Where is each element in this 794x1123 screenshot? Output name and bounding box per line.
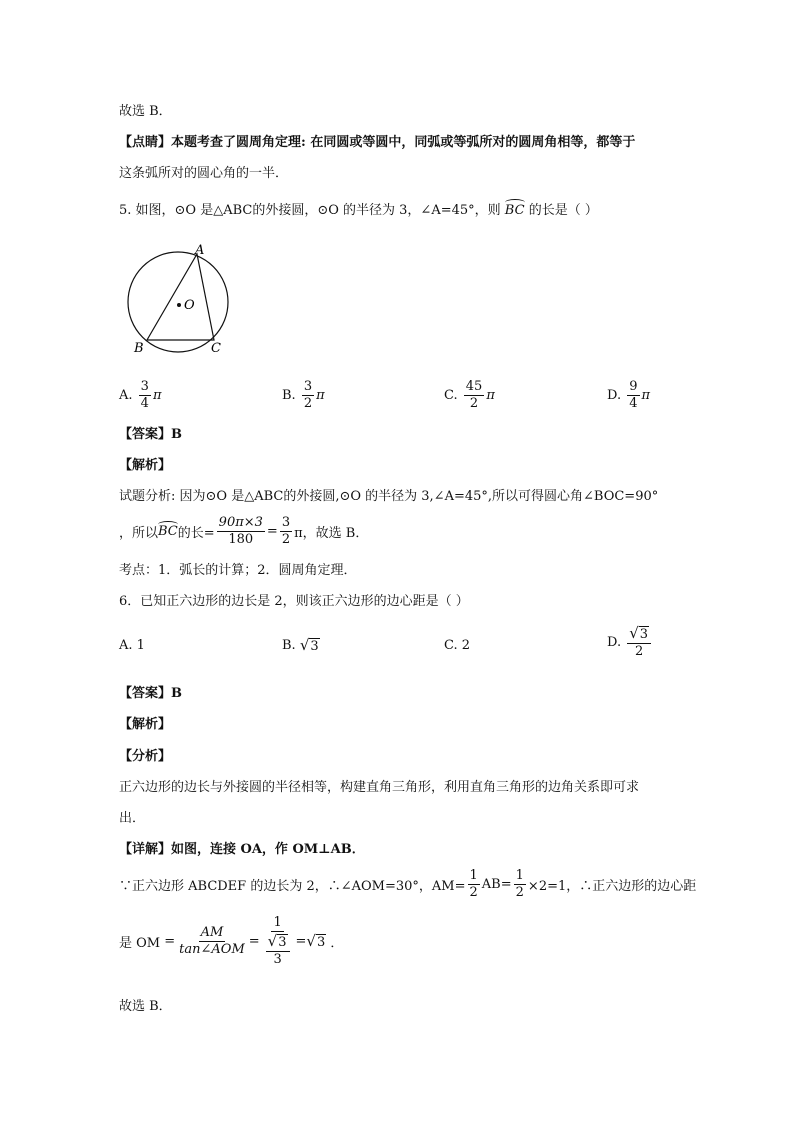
option-label: A. [119,388,133,403]
pi-symbol: π [486,388,495,403]
q5-option-d [607,379,650,412]
nested-fraction: √ 3 3 [266,932,290,968]
equals: = [295,934,307,949]
option-label: B. [282,638,296,653]
text: AB= [481,877,512,892]
option-label: D. [607,634,622,650]
pi-symbol: π [152,388,162,403]
fraction: $\frac{9}{4}$ [629,379,638,411]
text-line [119,134,635,152]
q5-answer: 【答案】B [119,427,182,442]
pi-symbol: π [316,388,325,403]
label-o: O [184,298,195,313]
q6-analysis-head: 【解析】 [119,717,172,732]
option-label: C. [444,388,458,403]
q5-option-c [444,379,495,412]
equals: = [266,524,278,539]
q6-fenxi-head: 【分析】 [119,749,172,764]
sqrt: √ 3 [306,932,326,950]
triangle-abc [147,254,214,340]
option-label: B. [282,388,296,403]
label-b: B [134,341,144,356]
fraction: $\frac{3}{2}$ [281,515,291,547]
text: ×2=1，∴正六边形的边心距 [527,879,697,894]
q5-stem [119,202,598,220]
equals: = [164,934,176,949]
q6-option-a [119,638,145,653]
option-label: D. [607,388,622,403]
q5-arc-bc: BC [504,203,525,218]
text: ． [330,936,344,951]
q6-fenxi-line2: 出． [119,811,146,826]
tip-text: 【点睛】本题考查了圆周角定理: 在同圆或等圆中，同弧或等弧所对的圆周角相等，都等于 [119,135,636,150]
text: ，所以 [119,526,159,541]
fraction: $\frac{1}{2}$ [469,868,478,900]
label-c: C [211,341,221,356]
q5-stem-a: 5. 如图，⊙O 是△ABC的外接圆，⊙O 的半径为 3，∠A=45°，则 [119,203,501,218]
option-value: 2 [461,638,471,653]
fraction: $\frac{45}{2}$ [465,379,483,411]
fraction: $\frac{90\pi\times 3}{180}$ [218,515,263,547]
q5-stem-b: 的长是（ ） [528,203,598,218]
q6-detail-line2 [119,868,696,901]
text: 的长= [177,526,215,541]
text: π，故选 B． [294,526,369,541]
fraction: $\frac{AM}{\text{tan∠AOM}}$ [179,925,245,957]
equals: = [248,934,260,949]
option-label: C. [444,638,458,653]
q5-circle-figure [122,244,242,359]
center-point [177,303,181,307]
q6-option-b [282,636,320,655]
q5-option-b [282,379,325,412]
q6-answer: 【答案】B [119,686,182,701]
text: ∵正六边形 ABCDEF 的边长为 2，∴∠AOM=30°，AM= [119,879,466,894]
fraction: 1 √ 3 3 [262,915,294,968]
q6-detail-line3 [119,915,343,968]
q5-analysis-head: 【解析】 [119,458,172,473]
fraction: $\frac{3}{4}$ [140,379,149,411]
option-label: A. [119,638,133,653]
fraction: √ 3 2 [627,624,651,660]
q5-analysis-line1: 试题分析: 因为⊙O 是△ABC的外接圆,⊙O 的半径为 3,∠A=45°,所以可得圆心角∠BOC=90° [119,489,659,504]
q5-analysis-line2 [119,515,368,548]
q6-fenxi-line1: 正六边形的边长与外接圆的半径相等，构建直角三角形，利用直角三角形的边角关系即可求 [119,780,640,795]
q6-final: 故选 B． [119,999,172,1014]
text-line: 这条弧所对的圆心角的一半． [119,166,289,181]
text-line: 故选 B． [119,104,172,119]
option-value: 1 [136,638,145,653]
q6-stem: 6．已知正六边形的边长是 2，则该正六边形的边心距是（ ） [119,594,469,609]
label-a: A [195,244,205,258]
q6-option-c [444,638,470,653]
text: 是 OM [119,936,161,951]
detail-head: 【详解】如图，连接 OA，作 OM⊥AB． [119,842,365,857]
q6-option-d [607,624,653,660]
q5-option-a [119,379,162,412]
q5-kaodian: 考点：1．弧长的计算；2．圆周角定理． [119,563,357,578]
fraction: $\frac{3}{2}$ [303,379,313,411]
q5-arc-bc: BC [158,524,178,539]
pi-symbol: π [641,388,651,403]
q6-detail-line1 [119,841,365,859]
sqrt: √ 3 [299,636,319,654]
fraction: $\frac{1}{2}$ [515,868,524,900]
